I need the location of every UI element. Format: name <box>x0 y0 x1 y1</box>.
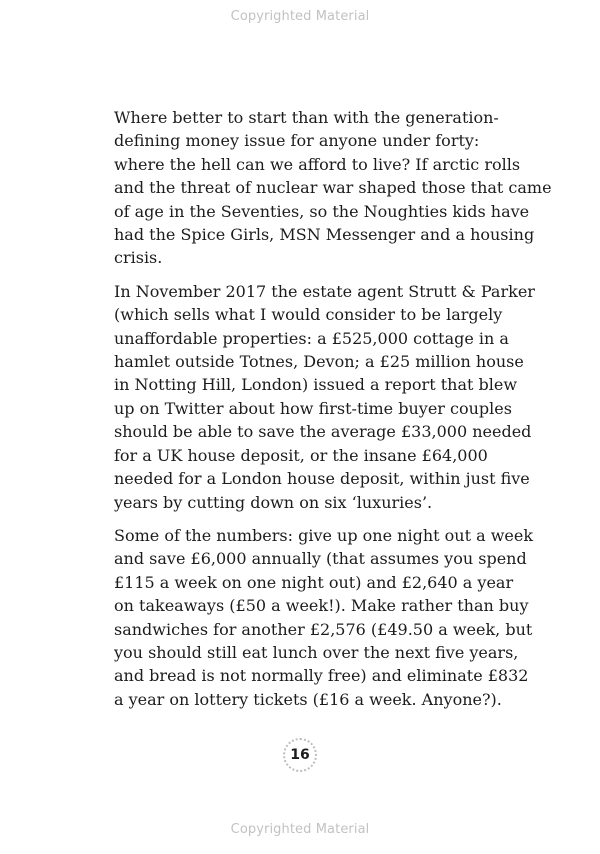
text-line: sandwiches for another £2,576 (£49.50 a week, but <box>114 619 533 639</box>
text-line: £115 a week on one night out) and £2,640 a year <box>114 572 514 592</box>
paragraph-3 <box>114 524 534 711</box>
text-line: years by cutting down on six ‘luxuries’. <box>114 492 433 512</box>
copyright-watermark-top: Copyrighted Material <box>230 9 370 24</box>
paragraph-1 <box>114 106 552 270</box>
text-line: hamlet outside Totnes, Devon; a £25 million house <box>114 352 524 372</box>
text-line: of age in the Seventies, so the Noughties kids have <box>114 201 530 221</box>
text-line: in Notting Hill, London) issued a report that blew <box>114 375 518 395</box>
text-line: up on Twitter about how first-time buyer couples <box>114 398 512 418</box>
text-line: Some of the numbers: give up one night out a week <box>114 525 534 545</box>
text-line: and bread is not normally free) and eliminate £832 <box>114 666 529 686</box>
text-line: Where better to start than with the generation- <box>114 108 499 127</box>
page-number-badge <box>283 738 317 772</box>
text-line: crisis. <box>114 248 163 268</box>
text-line: and the threat of nuclear war shaped those that came <box>114 178 552 198</box>
text-line: needed for a London house deposit, within just five <box>114 469 530 489</box>
text-line: on takeaways (£50 a week!). Make rather than buy <box>114 596 529 616</box>
text-line: (which sells what I would consider to be largely <box>114 305 503 325</box>
text-line: where the hell can we afford to live? If arctic rolls <box>114 154 521 174</box>
text-line: should be able to save the average £33,000 needed <box>114 422 532 442</box>
body-text <box>114 106 552 721</box>
text-line: unaffordable properties: a £525,000 cottage in a <box>114 328 509 348</box>
text-line: you should still eat lunch over the next five years, <box>114 642 519 662</box>
text-line: and save £6,000 annually (that assumes you spend <box>114 549 527 569</box>
text-line: defining money issue for anyone under forty: <box>114 131 480 151</box>
text-line: had the Spice Girls, MSN Messenger and a housing <box>114 225 535 245</box>
paragraph-2 <box>114 280 535 514</box>
text-line: for a UK house deposit, or the insane £64,000 <box>114 445 488 465</box>
text-line: In November 2017 the estate agent Strutt & Parker <box>114 281 535 301</box>
text-line: a year on lottery tickets (£16 a week. Anyone?). <box>114 689 502 709</box>
page-number: 16 <box>290 747 310 763</box>
copyright-watermark-bottom: Copyrighted Material <box>230 822 370 837</box>
